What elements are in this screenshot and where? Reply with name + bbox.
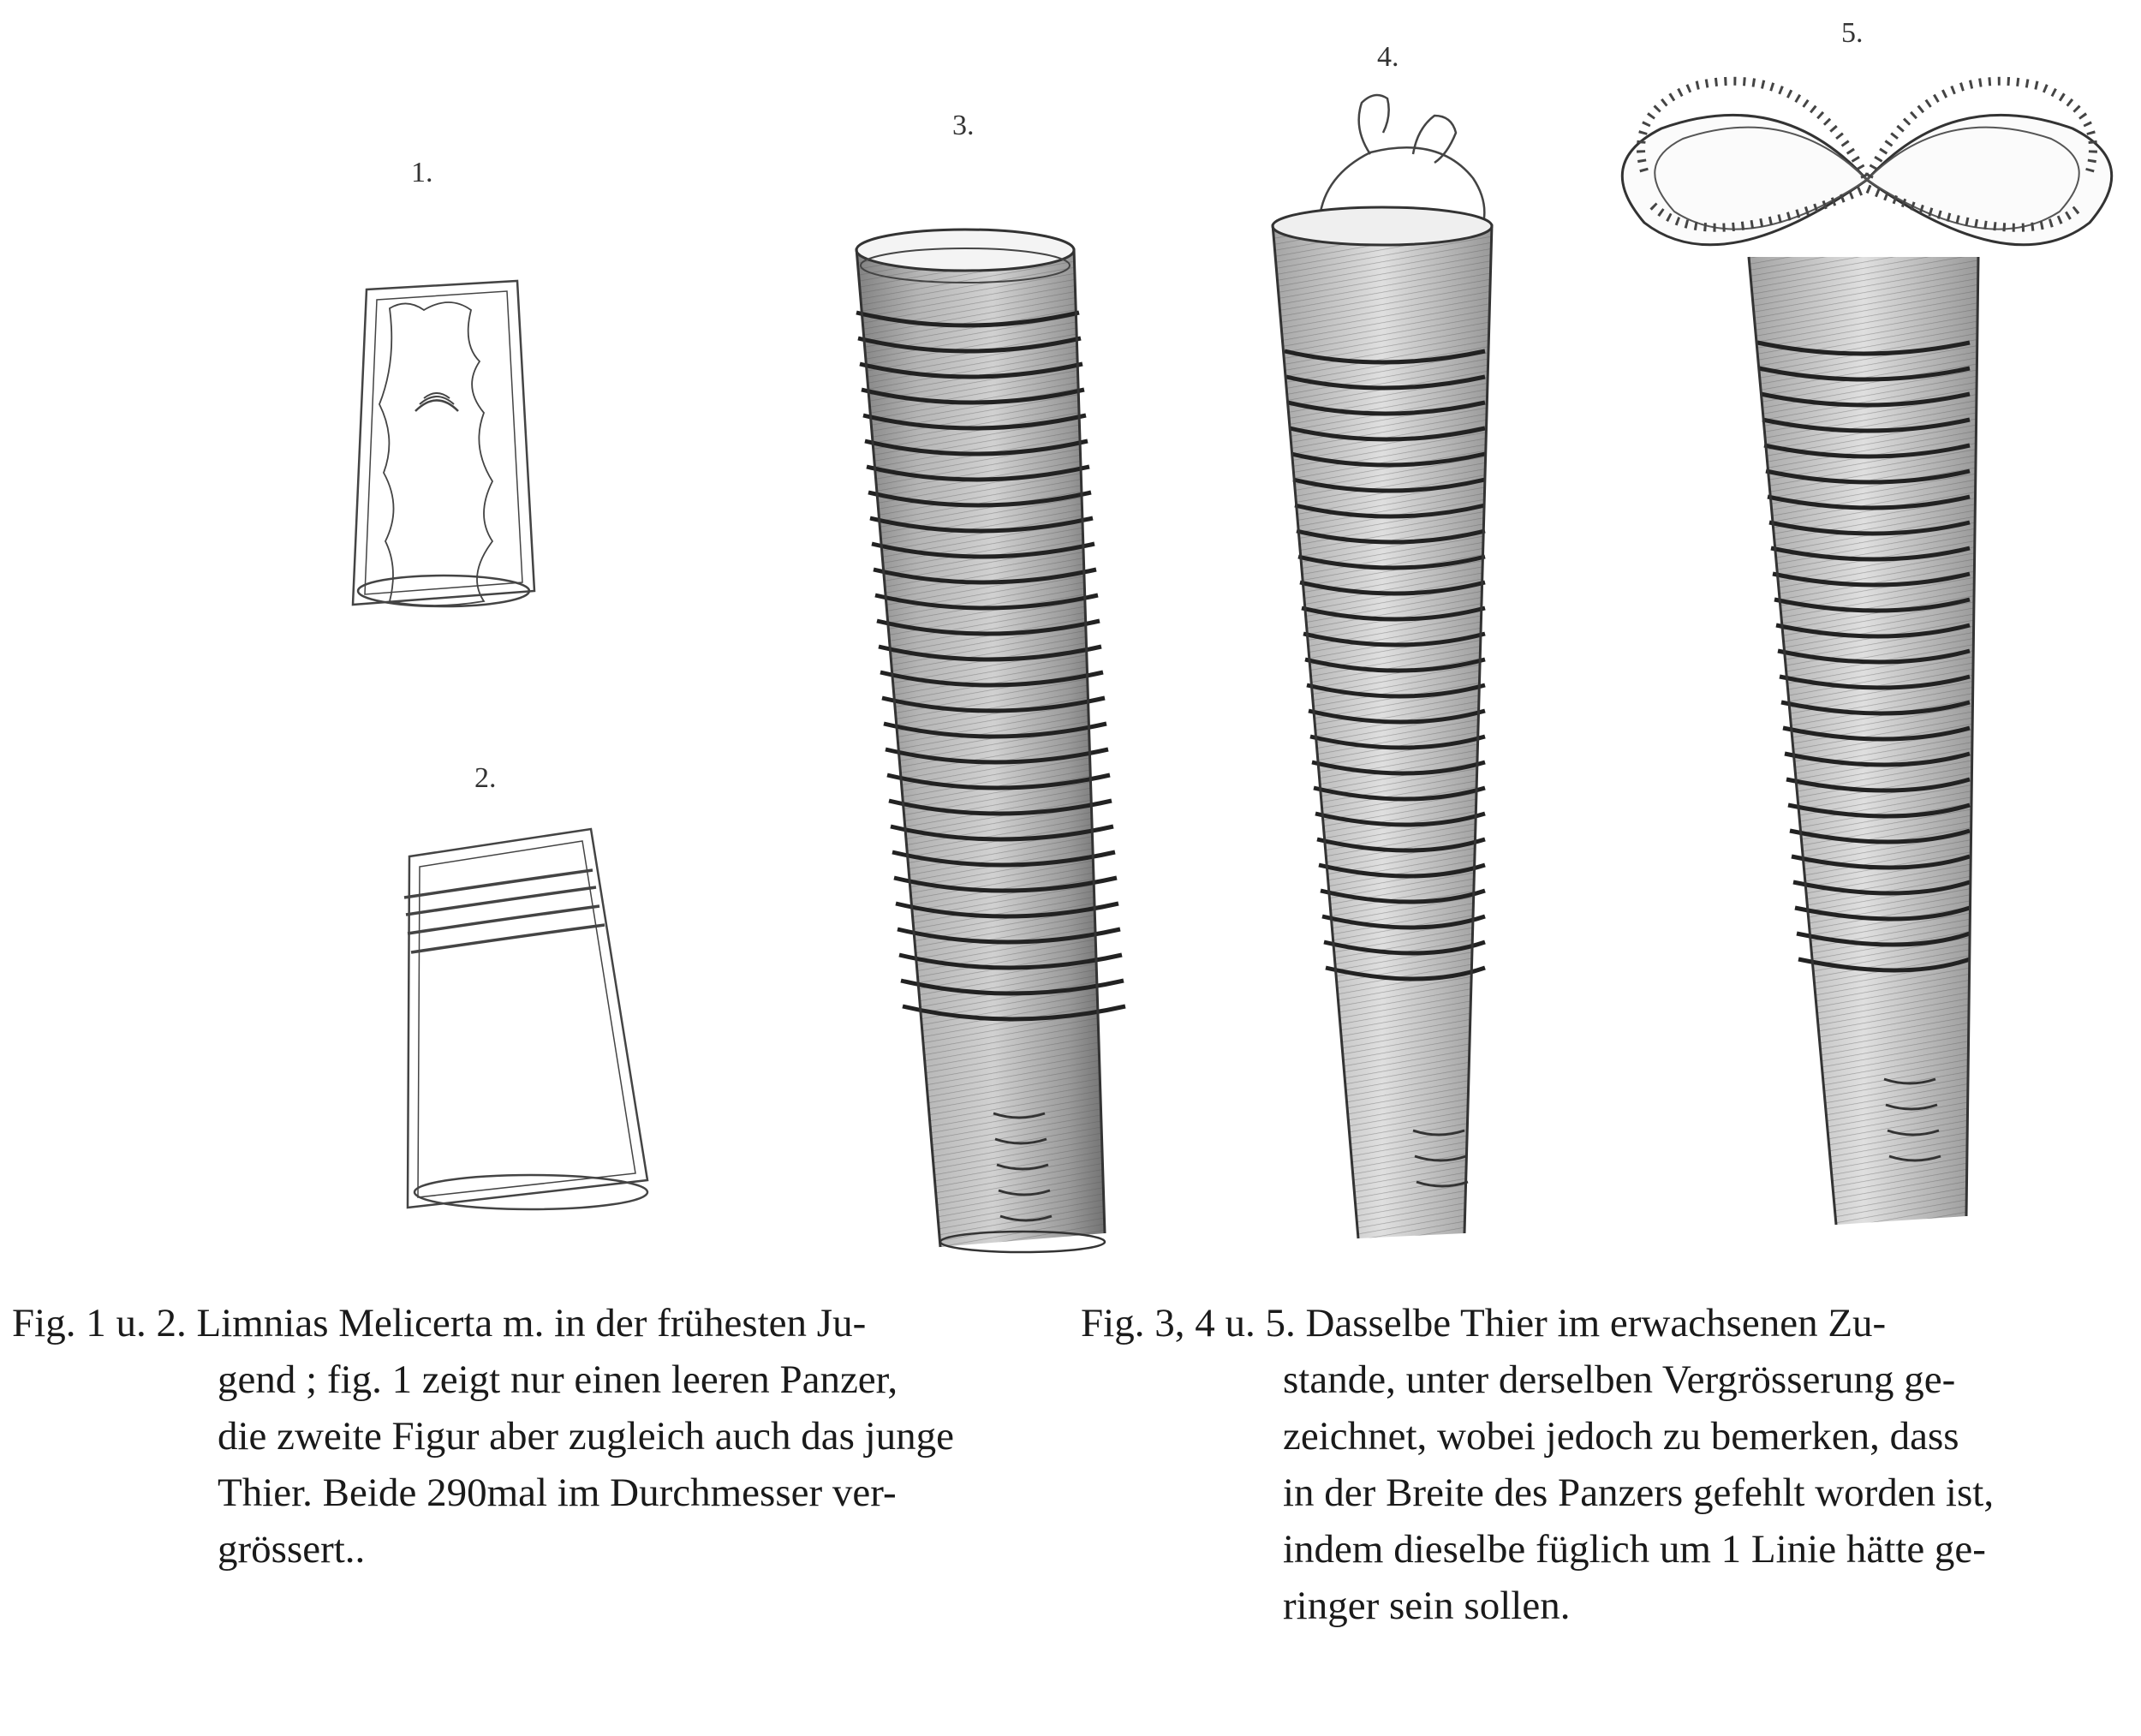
caption-right-line-6: ringer sein sollen. [1283,1584,1571,1628]
caption-right-line-2: stande, unter derselben Vergrösserung ge- [1283,1357,1956,1402]
caption-left-line-2: gend ; fig. 1 zeigt nur einen leeren Panzer, [218,1357,898,1402]
caption-right-line-3: zeichnet, wobei jedoch zu bemerken, dass [1283,1414,1959,1459]
figure-number-5: 5. [1841,17,1864,49]
caption-right-line-5: indem dieselbe füglich um 1 Linie hätte ge- [1283,1527,1986,1572]
figure-number-4: 4. [1377,41,1399,73]
caption-right-line-1: Fig. 3, 4 u. 5. Dasselbe Thier im erwachsenen Zu- [1081,1301,1887,1345]
figure-5-expanded-animal [1622,81,2111,1225]
figure-4-adult-tube [1273,95,1492,1238]
figure-3-adult-tube [856,230,1125,1252]
figure-2-young-tube [404,829,647,1209]
caption-figures-1-2 [12,1295,1065,1578]
caption-left-line-5: grössert.. [218,1527,366,1572]
figure-number-2: 2. [474,762,497,794]
caption-left-line-4: Thier. Beide 290mal im Durchmesser ver- [218,1471,897,1515]
caption-right-line-4: in der Breite des Panzers gefehlt worden ist, [1283,1471,1995,1515]
figure-number-1: 1. [411,157,433,188]
figure-1-empty-tube [353,281,534,606]
figure-number-3: 3. [952,110,975,141]
caption-figures-3-4-5 [1081,1295,2127,1634]
caption-left-line-1: Fig. 1 u. 2. Limnias Melicerta m. in der frühesten Ju- [12,1301,867,1345]
caption-left-line-3: die zweite Figur aber zugleich auch das junge [218,1414,955,1459]
